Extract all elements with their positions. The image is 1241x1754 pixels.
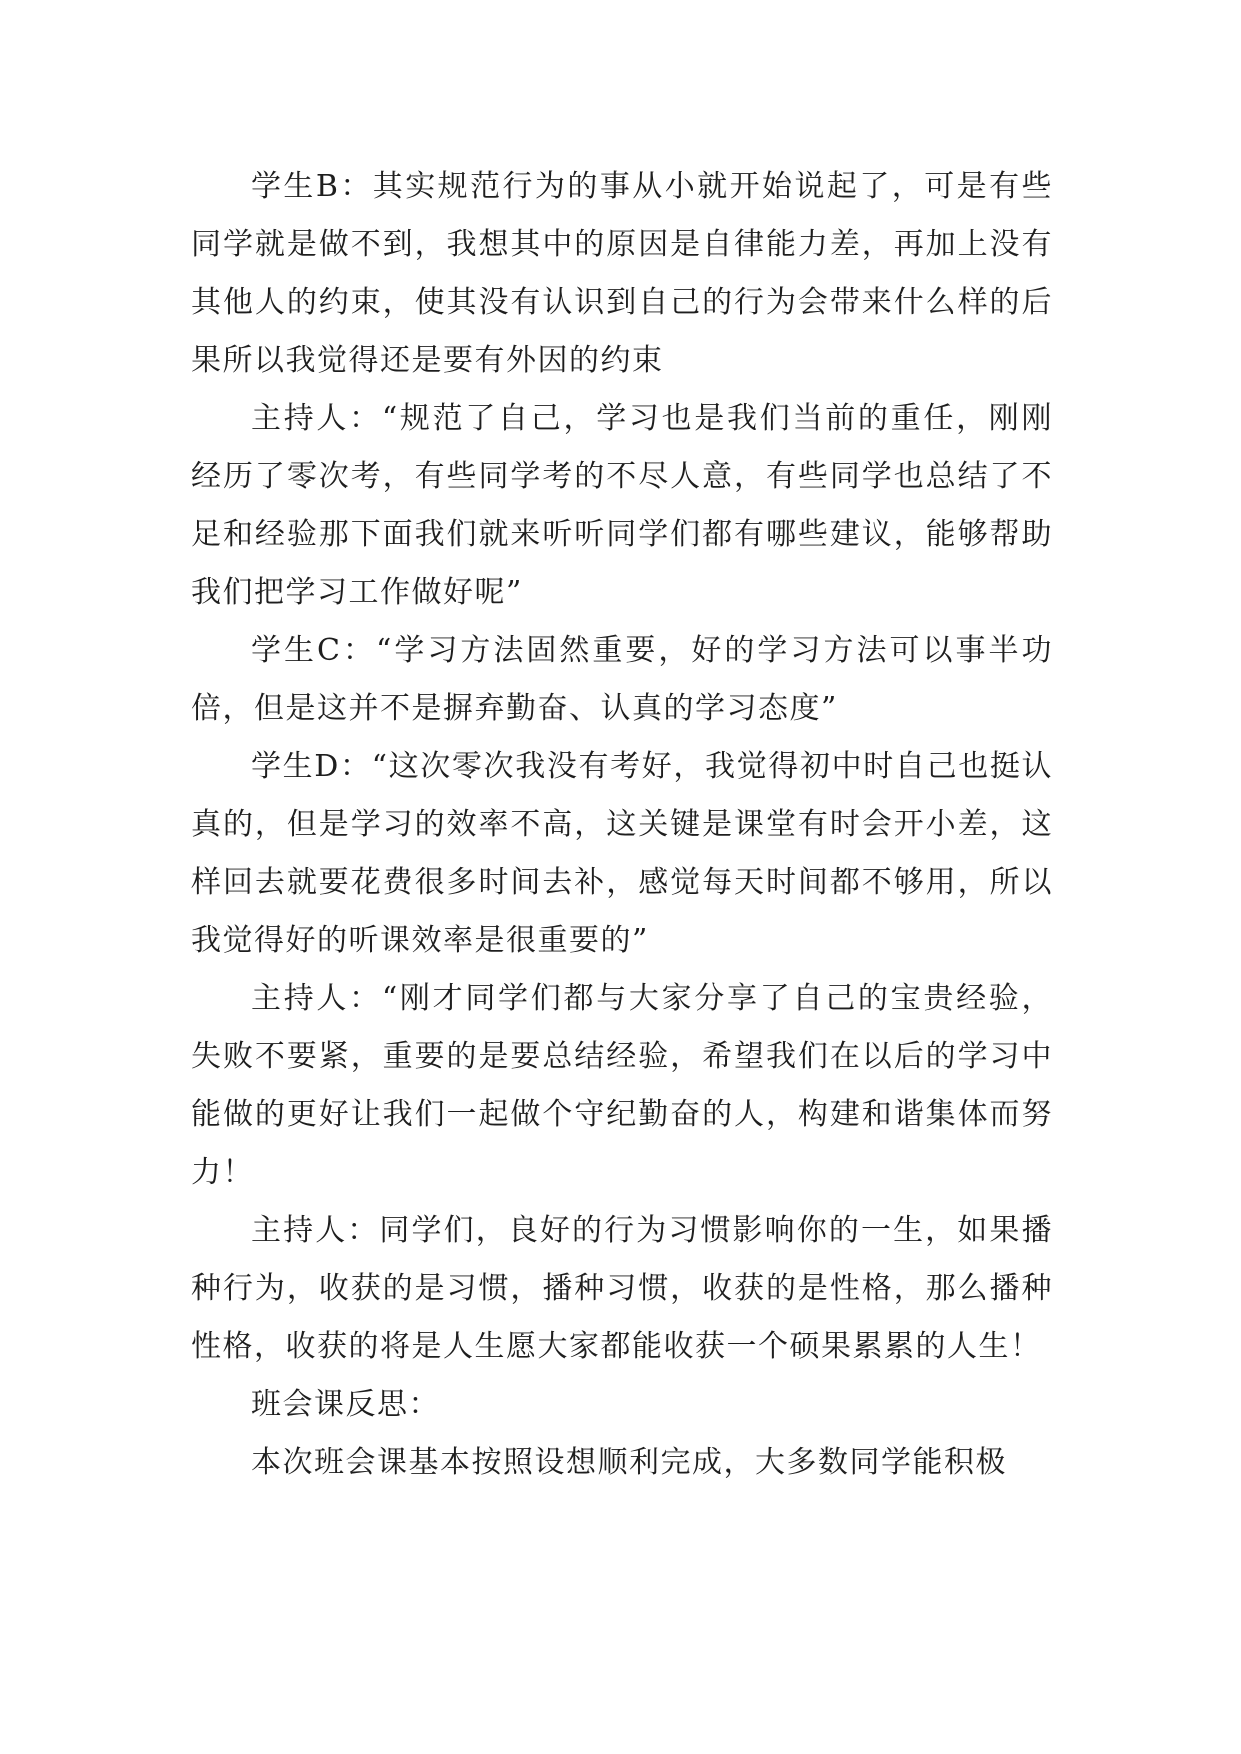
paragraph-student-d: 学生D：“这次零次我没有考好，我觉得初中时自己也挺认真的，但是学习的效率不高，这关键是课堂有时会开小差，这样回去就要花费很多时间去补，感觉每天时间都不够用，所以我觉得好的听课效率是很重要的” <box>191 749 1053 958</box>
paragraph-student-c: 学生C：“学习方法固然重要，好的学习方法可以事半功倍，但是这并不是摒弃勤奋、认真的学习态度” <box>191 633 1053 726</box>
paragraph-host-2: 主持人：“刚才同学们都与大家分享了自己的宝贵经验，失败不要紧，重要的是要总结经验，希望我们在以后的学习中能做的更好让我们一起做个守纪勤奋的人，构建和谐集体而努力！ <box>191 981 1053 1190</box>
document-body <box>191 158 1053 1492</box>
paragraph-reflection-body: 本次班会课基本按照设想顺利完成，大多数同学能积极 <box>251 1445 1007 1480</box>
paragraph-reflection-heading: 班会课反思： <box>251 1387 440 1422</box>
paragraph-host-3: 主持人：同学们，良好的行为习惯影响你的一生，如果播种行为，收获的是习惯，播种习惯，收获的是性格，那么播种性格，收获的将是人生愿大家都能收获一个硕果累累的人生！ <box>191 1213 1053 1364</box>
paragraph-host-1: 主持人：“规范了自己，学习也是我们当前的重任，刚刚经历了零次考，有些同学考的不尽人意，有些同学也总结了不足和经验那下面我们就来听听同学们都有哪些建议，能够帮助我们把学习工作做好呢” <box>191 401 1053 610</box>
paragraph-student-b: 学生B：其实规范行为的事从小就开始说起了，可是有些同学就是做不到，我想其中的原因是自律能力差，再加上没有其他人的约束，使其没有认识到自己的行为会带来什么样的后果所以我觉得还是要有外因的约束 <box>191 169 1053 378</box>
